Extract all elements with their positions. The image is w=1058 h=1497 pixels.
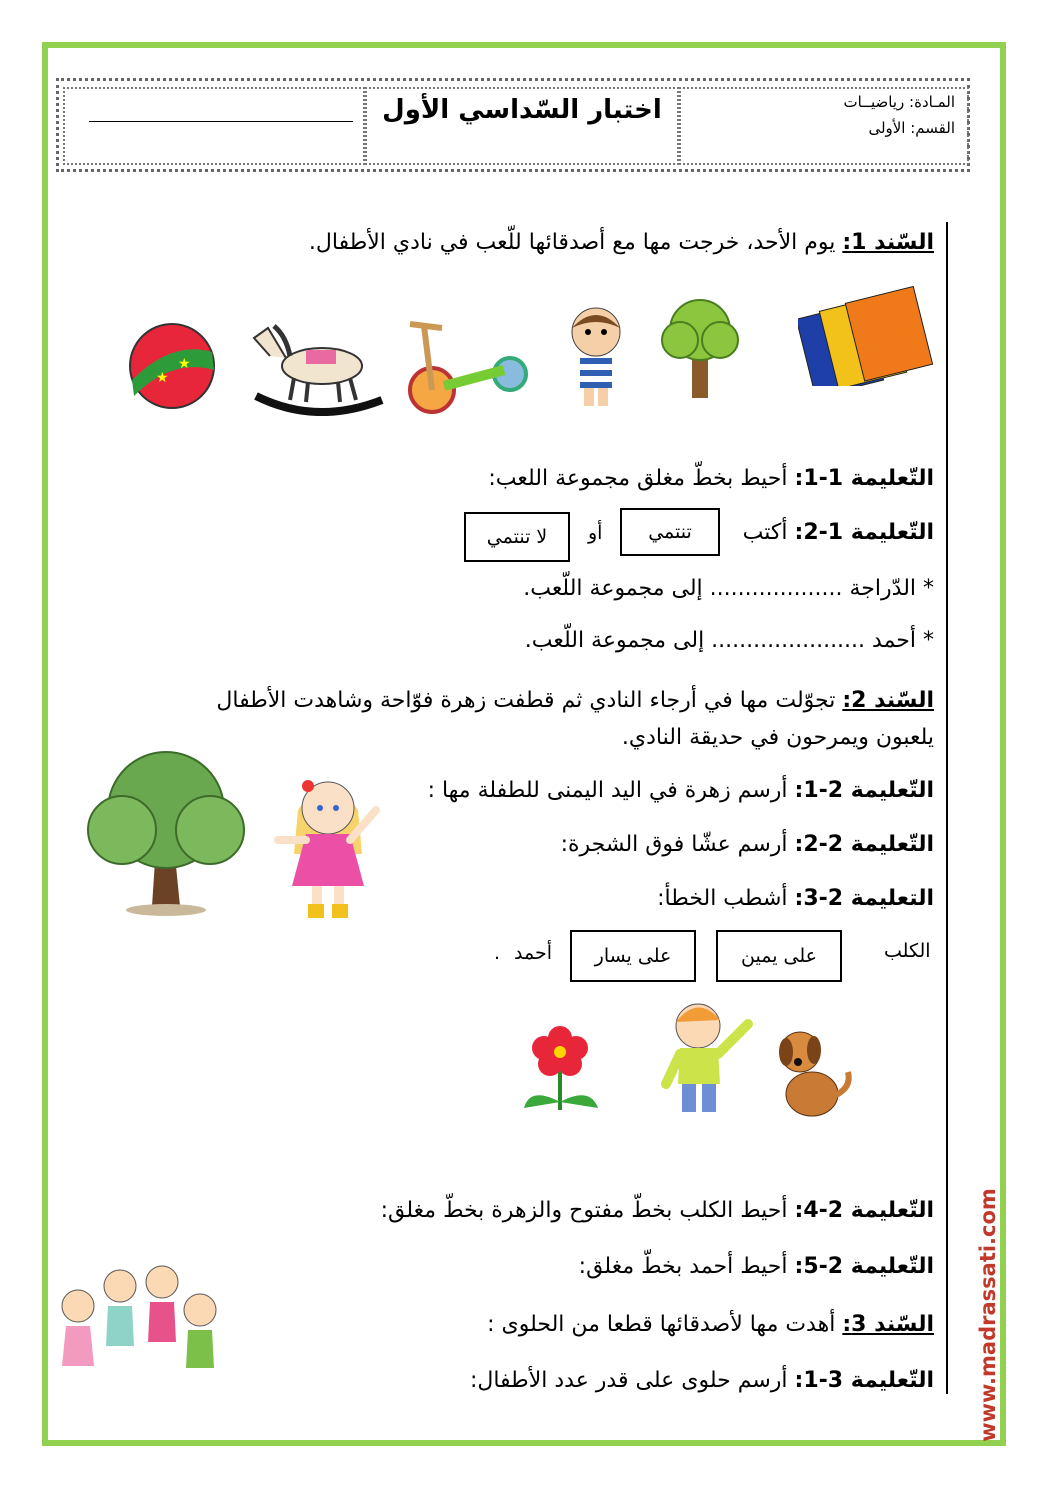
word-dog: الكلب (884, 940, 931, 962)
instruction-2-5 (579, 1254, 934, 1279)
word-ahmed: أحمد (514, 942, 552, 964)
instruction-2-2-label: التّعليمة 2-2: (794, 832, 934, 857)
svg-text:★: ★ (178, 356, 191, 372)
instruction-1-1-label: التّعليمة 1-1: (794, 466, 934, 491)
exam-title: اختبار السّداسي الأول (382, 95, 662, 125)
instruction-1-2-text: أكتب (742, 520, 795, 545)
instruction-2-4 (381, 1198, 934, 1223)
class-label: القسم: الأولى (868, 119, 955, 137)
instruction-2-5-text: أحيط أحمد بخطّ مغلق: (578, 1254, 795, 1279)
instruction-2-4-text: أحيط الكلب بخطّ مفتوح والزهرة بخطّ مغلق: (380, 1198, 795, 1223)
instruction-3-1-text: أرسم حلوى على قدر عدد الأطفال: (469, 1368, 795, 1393)
dog-icon (776, 1022, 856, 1122)
sanad-3 (487, 1312, 934, 1337)
tree-icon (652, 296, 748, 400)
sanad-2-text: تجوّلت مها في أرجاء النادي ثم قطفت زهرة فوّاحة وشاهدت الأطفال يلعبون ويمرحون في حديقة النادي. (216, 688, 934, 750)
instruction-2-3 (657, 886, 934, 911)
line-ahmed: * أحمد ...................... إلى مجموعة اللّعب. (524, 628, 934, 653)
instruction-1-1 (488, 466, 934, 491)
instruction-1-1-text: أحيط بخطّ مغلق مجموعة اللعب: (488, 466, 795, 491)
ball-icon (126, 320, 218, 412)
girl-maha-icon (272, 770, 384, 924)
boy-icon (560, 302, 632, 410)
children-group-icon (52, 1256, 222, 1396)
sanad-3-text: أهدت مها لأصدقائها قطعا من الحلوى : (487, 1312, 843, 1337)
sanad-1 (309, 230, 934, 255)
big-tree-icon (84, 746, 248, 918)
header-title-box (365, 87, 679, 165)
instruction-2-4-label: التّعليمة 2-4: (794, 1198, 934, 1223)
instruction-2-1 (428, 778, 934, 803)
svg-text:★: ★ (156, 370, 169, 386)
header-info-box (679, 87, 969, 165)
instruction-1-2-label: التّعليمة 1-2: (794, 520, 934, 545)
subject-label: المـادة: رياضيــات (843, 93, 955, 111)
sanad-2-label: السّند 2: (842, 688, 934, 713)
exam-header (56, 78, 970, 172)
line-bicycle: * الدّراجة ................... إلى مجموعة اللّعب. (523, 576, 934, 601)
box-on-right: على يمين (716, 930, 842, 982)
rocking-horse-icon (246, 316, 386, 416)
sanad-1-text: يوم الأحد، خرجت مها مع أصدقائها للّعب في نادي الأطفال. (308, 230, 843, 255)
box-on-left: على يسار (570, 930, 696, 982)
ahmed-boy-icon (660, 998, 760, 1118)
instruction-1-2 (743, 520, 934, 545)
scooter-icon (404, 316, 536, 420)
instruction-2-3-label: التعليمة 2-3: (794, 886, 934, 911)
instruction-3-1 (470, 1368, 934, 1393)
sanad-2 (154, 682, 934, 756)
instruction-3-1-label: التّعليمة 3-1: (794, 1368, 934, 1393)
box-belongs: تنتمي (620, 508, 720, 556)
instruction-2-5-label: التّعليمة 2-5: (794, 1254, 934, 1279)
instruction-2-3-text: أشطب الخطأ: (657, 886, 795, 911)
header-name-box (63, 87, 365, 165)
name-blank-line (89, 121, 353, 122)
instruction-2-1-text: أرسم زهرة في اليد اليمنى للطفلة مها : (427, 778, 795, 803)
instruction-2-2 (561, 832, 934, 857)
instruction-2-1-label: التّعليمة 2-1: (794, 778, 934, 803)
instruction-2-2-text: أرسم عشّا فوق الشجرة: (560, 832, 795, 857)
or-word: أو (588, 522, 603, 544)
box-not-belongs: لا تنتمي (464, 512, 570, 562)
watermark (968, 1190, 1008, 1440)
margin-line (946, 222, 948, 1394)
notebooks-icon (798, 286, 938, 386)
sanad-3-label: السّند 3: (842, 1312, 934, 1337)
sentence-dot: . (494, 942, 501, 964)
watermark-text: www.madrassati.com (976, 1188, 1000, 1442)
flower-icon (520, 1016, 600, 1116)
sanad-1-label: السّند 1: (842, 230, 934, 255)
